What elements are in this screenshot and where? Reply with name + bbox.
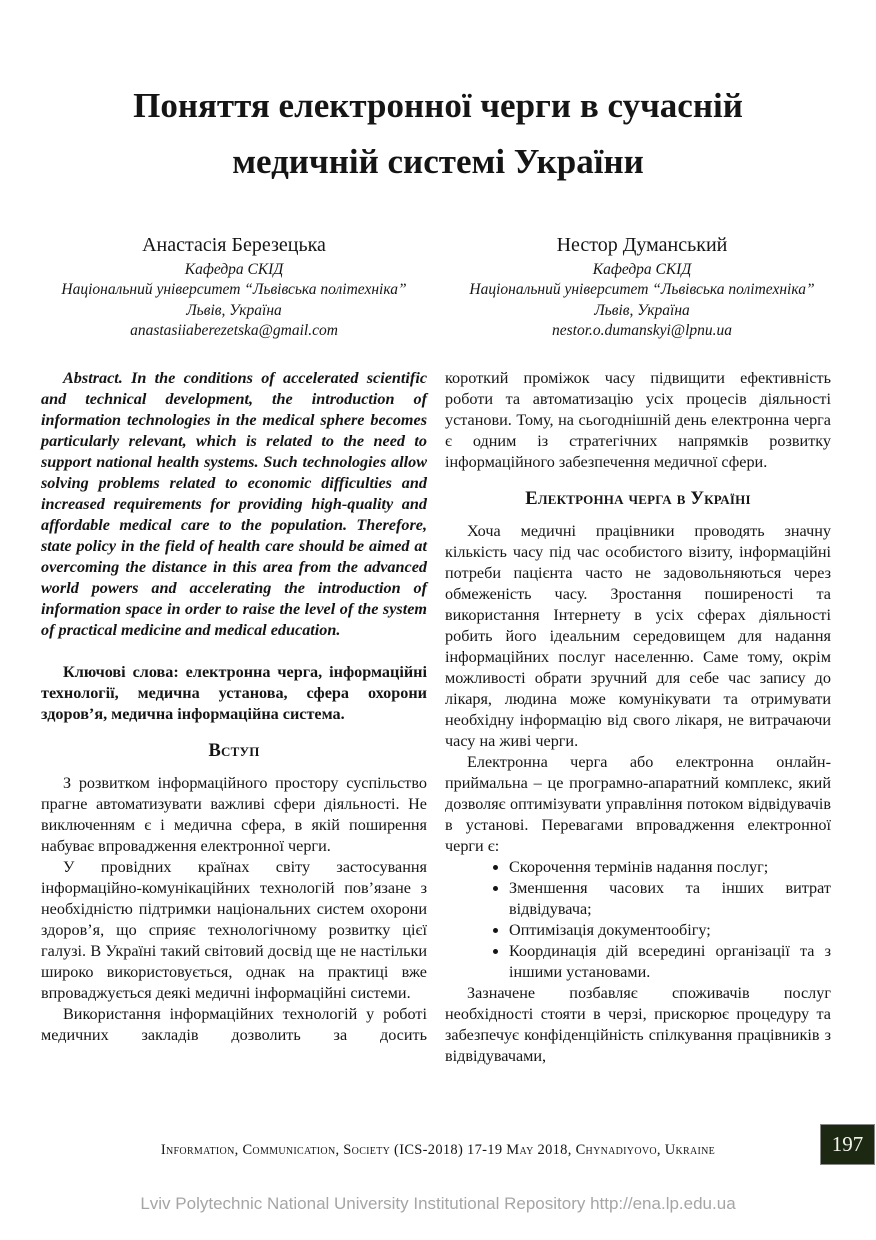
section-heading-equeue: Електронна черга в Україні	[525, 488, 751, 509]
body-columns	[0, 368, 876, 1067]
body-paragraph: короткий проміжок часу підвищити ефективність роботи та автоматизацію усіх процесів діяльності установи. Тому, на сьогоднішній день електронна черга є одним із стратегічних напрямків розвитку інформаційного забезпечення медичної сфери.	[445, 368, 831, 471]
bullet-item: • Оптимізація документообігу;	[509, 920, 831, 941]
footer-conference-line: Information, Communication, Society (ICS-2018) 17-19 May 2018, Chynadiyovo, Ukraine	[160, 1142, 716, 1158]
author-city: Львів, Україна	[594, 301, 690, 319]
author-block-right	[438, 234, 846, 342]
body-paragraph: Використання інформаційних технологій у роботі медичних закладів дозволить за досить	[41, 1004, 427, 1044]
paper-title-line-2: медичній системі України	[232, 142, 644, 181]
body-paragraph: Електронна черга або електронна онлайн-приймальна – це програмно-апаратний комплекс, який дозволяє оптимізувати управління потоком відвідувачів в установі. Перевагами впровадження електронної черги є:	[445, 752, 831, 855]
author-name: Нестор Думанський	[556, 234, 728, 256]
page-number-badge: 197	[820, 1124, 875, 1165]
footer-repository-line: Lviv Polytechnic National University Institutional Repository http://ena.lp.edu.ua	[140, 1194, 736, 1213]
author-block-left	[30, 234, 438, 342]
bullet-list	[445, 857, 831, 983]
bullet-item: • Координація дій всередині організації та з іншими установами.	[509, 941, 831, 983]
abstract-paragraph: Abstract. In the conditions of accelerated scientific and technical development, the introduction of information technologies in the medical sphere becomes particularly relevant, which is related to the need to support national health systems. Such technologies allow solving problems related to economic difficulties and increased requirements for providing high-quality and affordable medical care to the population. Therefore, state policy in the field of health care should be aimed at overcoming the distance in this area from the advanced world powers and accelerating the introduction of information space in order to raise the level of the system of practical medicine and medical education.	[41, 368, 427, 639]
authors-row	[0, 234, 876, 342]
author-department: Кафедра СКІД	[592, 261, 692, 278]
paper-title-line-1: Поняття електронної черги в сучасній	[133, 86, 743, 125]
author-university: Національний університет “Львівська політехніка”	[469, 281, 815, 299]
body-paragraph: У провідних країнах світу застосування інформаційно-комунікаційних технологій пов’язане з необхідністю підтримки національних систем охорони здоров’я, що сприяє технологічному розвитку цієї галузі. В Україні такий світовий досвід ще не настільки широко використовується, однак на практиці вже впроваджується деякі медичні інформаційні системи.	[41, 857, 427, 1002]
body-paragraph: З розвитком інформаційного простору суспільство прагне автоматизувати важливі сфери діяльності. Не виключенням є і медична сфера, в якій поширення набуває впровадження електронної черги.	[41, 773, 427, 855]
column-left	[41, 368, 427, 1067]
bullet-item: • Скорочення термінів надання послуг;	[509, 857, 831, 878]
column-right	[445, 368, 831, 1067]
body-paragraph: Хоча медичні працівники проводять значну кількість часу під час особистого візиту, інформаційні потреби пацієнта часто не задовольняються через обмеженість часу. Зростання поширеності та використання Інтернету в усіх сферах діяльності робить його ідеальним середовищем для надання інформаційних послуг населенню. Саме тому, окрім можливості обрати зручний для себе час запису до лікаря, людина може комунікувати та отримувати необхідну інформацію від свого лікаря, не витрачаючи часу на живі черги.	[445, 521, 831, 750]
body-paragraph: Зазначене позбавляє споживачів послуг необхідності стояти в черзі, прискорює процедуру та забезпечує конфіденційність спілкування працівників з відвідувачами,	[445, 983, 831, 1065]
author-university: Національний університет “Львівська політехніка”	[61, 281, 407, 299]
author-department: Кафедра СКІД	[184, 261, 284, 278]
bullet-item: • Зменшення часових та інших витрат відвідувача;	[509, 878, 831, 920]
author-email: nestor.o.dumanskyi@lpnu.ua	[551, 322, 732, 340]
keywords-paragraph: Ключові слова: електронна черга, інформаційні технології, медична установа, сфера охорони здоров’я, медична інформаційна система.	[41, 662, 427, 723]
author-city: Львів, Україна	[186, 301, 282, 319]
section-heading-intro: Вступ	[208, 740, 260, 761]
author-email: anastasiiaberezetska@gmail.com	[130, 322, 338, 340]
author-name: Анастасія Березецька	[142, 234, 326, 256]
paper-title	[0, 78, 876, 190]
